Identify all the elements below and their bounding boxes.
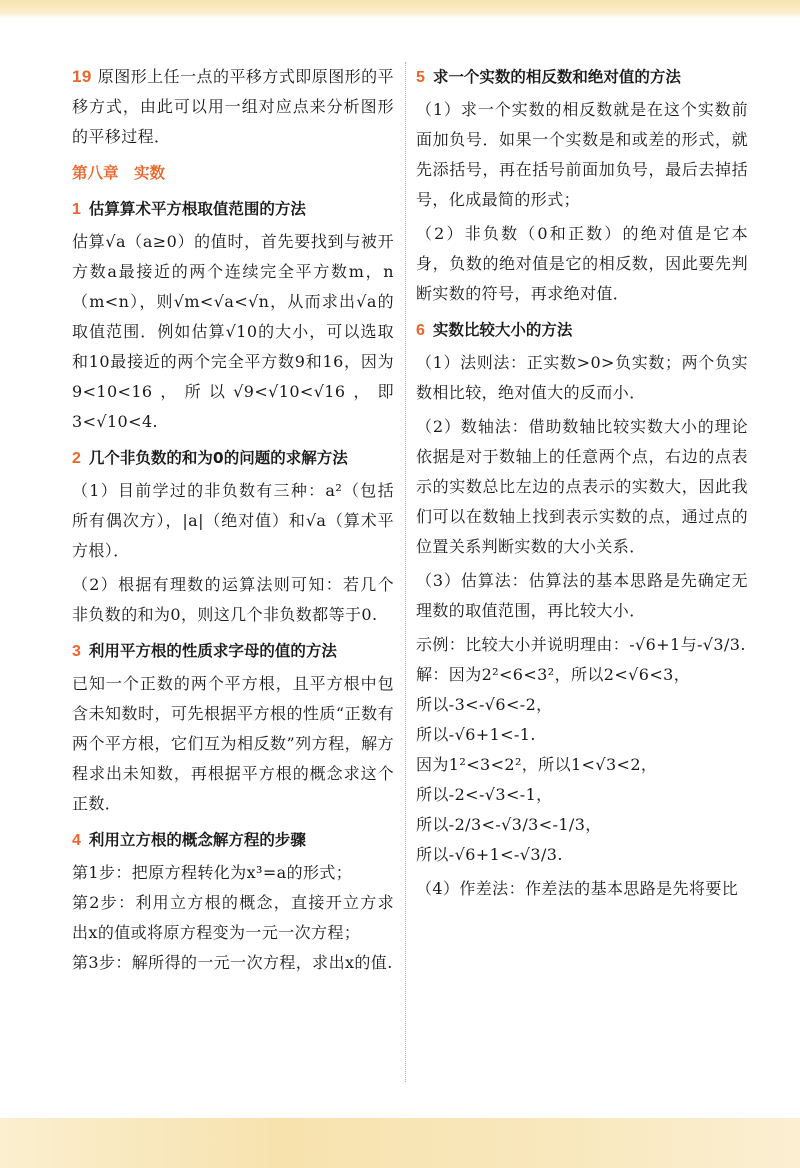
section-5-number: 5 (416, 69, 425, 86)
right-column (416, 62, 748, 904)
section-3-body: 已知一个正数的两个平方根，且平方根中包含未知数时，可先根据平方根的性质“正数有两个平方根，它们互为相反数”列方程，解方程求出未知数，再根据平方根的概念求这个正数． (72, 674, 394, 813)
solution-line-7: 所以-√6+1<-√3/3. (416, 845, 563, 864)
intro-paragraph (72, 62, 394, 152)
section-1-title: 估算算术平方根取值范围的方法 (88, 200, 306, 218)
solution-line-4: 因为1²<3<2²，所以1<√3<2， (416, 755, 658, 774)
section-4-step-3: 第3步：解所得的一元一次方程，求出x的值. (72, 953, 393, 972)
section-2-paragraph-2: （2）根据有理数的运算法则可知：若几个非负数的和为0，则这几个非负数都等于0. (72, 575, 394, 624)
section-4-heading (72, 825, 394, 856)
section-6-heading (416, 315, 748, 346)
section-4-number: 4 (72, 832, 81, 849)
section-4-title: 利用立方根的概念解方程的步骤 (88, 831, 306, 849)
section-4-step-2: 第2步：利用立方根的概念，直接开立方求出x的值或将原方程变为一元一次方程； (72, 893, 394, 942)
section-2-heading (72, 443, 394, 474)
solution-line-3: 所以-√6+1<-1. (416, 725, 536, 744)
section-3-heading (72, 636, 394, 667)
section-1-body: 估算√a（a≥0）的值时，首先要找到与被开方数a最接近的两个连续完全平方数m，n（m<n），则√m<√a<√n，从而求出√a的取值范围．例如估算√10的大小，可以选取和10最接近的两个完全平方数9和16，因为9<10<16，所以√9<√10<√16，即3<√10<4. (72, 232, 394, 431)
solution-line-1: 解：因为2²<6<3²，所以2<√6<3， (416, 665, 691, 684)
section-5-paragraph-1: （1）求一个实数的相反数就是在这个实数前面加负号．如果一个实数是和或差的形式，就先添括号，再在括号前面加负号，最后去掉括号，化成最简的形式； (416, 100, 748, 209)
section-3-title: 利用平方根的性质求字母的值的方法 (88, 642, 337, 660)
section-1-heading (72, 194, 394, 225)
section-2-title: 几个非负数的和为0的问题的求解方法 (88, 449, 348, 467)
section-6-title: 实数比较大小的方法 (432, 321, 573, 339)
solution-line-6: 所以-2/3<-√3/3<-1/3， (416, 815, 602, 834)
solution-line-2: 所以-3<-√6<-2， (416, 695, 553, 714)
section-6-paragraph-1: （1）法则法：正实数>0>负实数；两个负实数相比较，绝对值大的反而小． (416, 353, 748, 402)
section-6-paragraph-2: （2）数轴法：借助数轴比较实数大小的理论依据是对于数轴上的任意两个点，右边的点表示的实数总比左边的点表示的实数大，因此我们可以在数轴上找到表示实数的点，通过点的位置关系判断实数的大小关系． (416, 417, 748, 556)
intro-number: 19 (72, 67, 92, 86)
chapter-title: 第八章 实数 (72, 164, 166, 182)
bottom-decorative-band (0, 1118, 800, 1168)
section-5-title: 求一个实数的相反数和绝对值的方法 (432, 68, 681, 86)
section-6-paragraph-3: （3）估算法：估算法的基本思路是先确定无理数的取值范围，再比较大小． (416, 571, 748, 620)
intro-text: 原图形上任一点的平移方式即原图形的平移方式，由此可以用一组对应点来分析图形的平移过程． (72, 67, 394, 146)
solution-line-5: 所以-2<-√3<-1， (416, 785, 553, 804)
section-6-number: 6 (416, 322, 425, 339)
section-1-number: 1 (72, 201, 81, 218)
section-2-number: 2 (72, 450, 81, 467)
top-decorative-band (0, 0, 800, 18)
left-column (72, 62, 394, 978)
section-6-paragraph-4: （4）作差法：作差法的基本思路是先将要比 (416, 879, 739, 898)
section-3-number: 3 (72, 643, 81, 660)
section-5-heading (416, 62, 748, 93)
section-4-step-1: 第1步：把原方程转化为x³=a的形式； (72, 863, 353, 882)
section-2-paragraph-1: （1）目前学过的非负数有三种：a²（包括所有偶次方），|a|（绝对值）和√a（算术平方根）． (72, 481, 394, 560)
column-divider (405, 62, 406, 1082)
section-6-example: 示例：比较大小并说明理由：-√6+1与-√3/3. (416, 635, 746, 654)
section-5-paragraph-2: （2）非负数（0和正数）的绝对值是它本身，负数的绝对值是它的相反数，因此要先判断实数的符号，再求绝对值． (416, 224, 748, 303)
